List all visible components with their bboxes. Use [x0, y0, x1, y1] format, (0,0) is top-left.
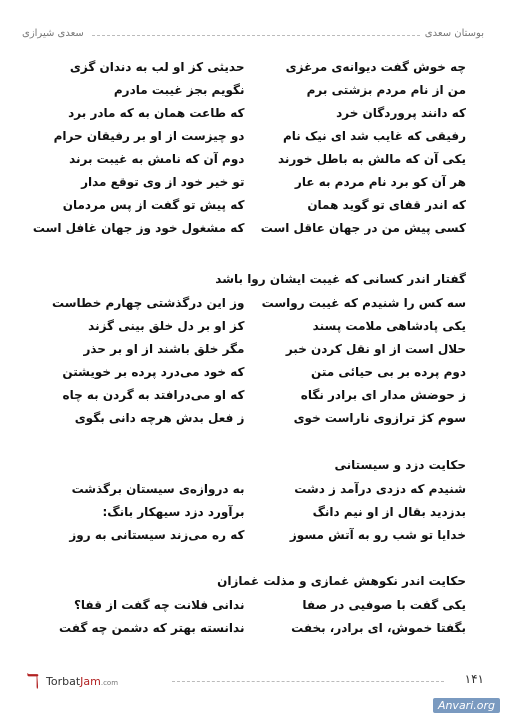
poem-section [40, 478, 466, 547]
hemistich-first: ز حوضش مدار ای برادر نگاه [300, 388, 466, 402]
poem-section [32, 56, 466, 240]
hemistich-first: سه کس را شنیدم که غیبت رواست [261, 296, 466, 310]
couplet [40, 384, 466, 407]
couplet [40, 194, 466, 217]
hemistich-first: سوم کژ ترازوی ناراست خوی [293, 411, 466, 425]
author-name: سعدی شیرازی [22, 28, 84, 39]
hemistich-second: ندانسته بهتر که دشمن چه گفت [59, 621, 245, 635]
hemistich-second: نگویم بجز غیبت مادرم [113, 83, 245, 97]
hemistich-second: که ره می‌زند سیستانی به روز [69, 528, 245, 542]
couplet [40, 79, 466, 102]
logo-text: TorbatJam.com [46, 675, 119, 688]
hemistich-second: تو خیر خود از وی توقع مدار [81, 175, 245, 189]
couplet [40, 56, 466, 79]
hemistich-first: من از نام مردم بزشتی برم [306, 83, 466, 97]
hemistich-first: دوم پرده بر بی حیائی متن [311, 365, 466, 379]
hemistich-second: به دروازه‌ی سیستان برگذشت [71, 482, 245, 496]
couplet [40, 361, 466, 384]
hemistich-second: ز فعل بدش هرچه دانی بگوی [74, 411, 245, 425]
hemistich-first: بدزدید بقال از او نیم دانگ [312, 505, 466, 519]
site-logo[interactable] [22, 670, 162, 692]
hemistich-first: که اندر قفای تو گوید همان [307, 198, 466, 212]
couplet [40, 125, 466, 148]
hemistich-first: چه خوش گفت دیوانه‌ی مرغزی [285, 60, 466, 74]
hemistich-first: که دانند پروردگان خرد [336, 106, 466, 120]
hemistich-first: رفیقی که غایب شد ای نیک نام [282, 129, 466, 143]
couplet [32, 217, 466, 240]
logo-icon: ℸ [26, 669, 40, 693]
page-footer [22, 670, 484, 692]
couplet [40, 171, 466, 194]
hemistich-second: که او می‌درافتد به گردن به چاه [62, 388, 245, 402]
section-title: حکایت دزد و سیستانی [334, 458, 466, 472]
hemistich-first: حلال است از او نقل کردن خبر [285, 342, 466, 356]
couplet [40, 617, 466, 640]
hemistich-second: که خود می‌درد پرده بر خویشتن [62, 365, 245, 379]
hemistich-first: یکی گفت با صوفیی در صفا [302, 598, 466, 612]
hemistich-first: هر آن کو برد نام مردم به عار [294, 175, 466, 189]
hemistich-first: یکی آن که مالش به باطل خورند [277, 152, 466, 166]
hemistich-second: دو چیزست از او بر رفیقان حرام [53, 129, 245, 143]
couplet [40, 292, 466, 315]
hemistich-second: که طاعت همان به که مادر برد [68, 106, 245, 120]
couplet [40, 524, 466, 547]
hemistich-first: شنیدم که دزدی درآمد ز دشت [294, 482, 466, 496]
couplet [40, 501, 466, 524]
poem-section [40, 594, 466, 640]
page-header [22, 28, 484, 44]
couplet [40, 594, 466, 617]
hemistich-first: بگفتا خموش، ای برادر، بخفت [291, 621, 466, 635]
poem-section [40, 292, 466, 430]
hemistich-first: کسی پیش من در جهان عاقل است [260, 221, 466, 235]
hemistich-second: دوم آن که نامش به غیبت برند [69, 152, 245, 166]
book-title: بوستان سعدی [424, 28, 484, 39]
hemistich-second: وز این درگذشتی چهارم خطاست [52, 296, 245, 310]
watermark: Anvari.org [433, 698, 500, 713]
couplet [40, 478, 466, 501]
hemistich-second: که مشغول خود وز جهان غافل است [32, 221, 245, 235]
header-divider [92, 35, 420, 36]
couplet [40, 338, 466, 361]
section-title: حکایت اندر نکوهش غمازی و مذلت غمازان [217, 574, 466, 588]
hemistich-second: که پیش تو گفت از پس مردمان [62, 198, 245, 212]
couplet [40, 315, 466, 338]
hemistich-first: خدایا تو شب رو به آتش مسوز [289, 528, 466, 542]
couplet [40, 407, 466, 430]
couplet [40, 148, 466, 171]
page-number: ۱۴۱ [464, 672, 484, 686]
hemistich-second: ندانی فلانت چه گفت از قفا؟ [73, 598, 245, 612]
hemistich-second: مگر خلق باشند از او بر حذر [83, 342, 245, 356]
footer-divider [172, 681, 444, 682]
hemistich-first: یکی پادشاهی ملامت پسند [312, 319, 466, 333]
hemistich-second: حدیثی کز او لب به دندان گزی [69, 60, 245, 74]
hemistich-second: کز او بر دل خلق بینی گزند [88, 319, 245, 333]
couplet [40, 102, 466, 125]
hemistich-second: برآورد دزد سیهکار بانگ: [102, 505, 245, 519]
section-title: گفتار اندر کسانی که غیبت ایشان روا باشد [215, 272, 466, 286]
